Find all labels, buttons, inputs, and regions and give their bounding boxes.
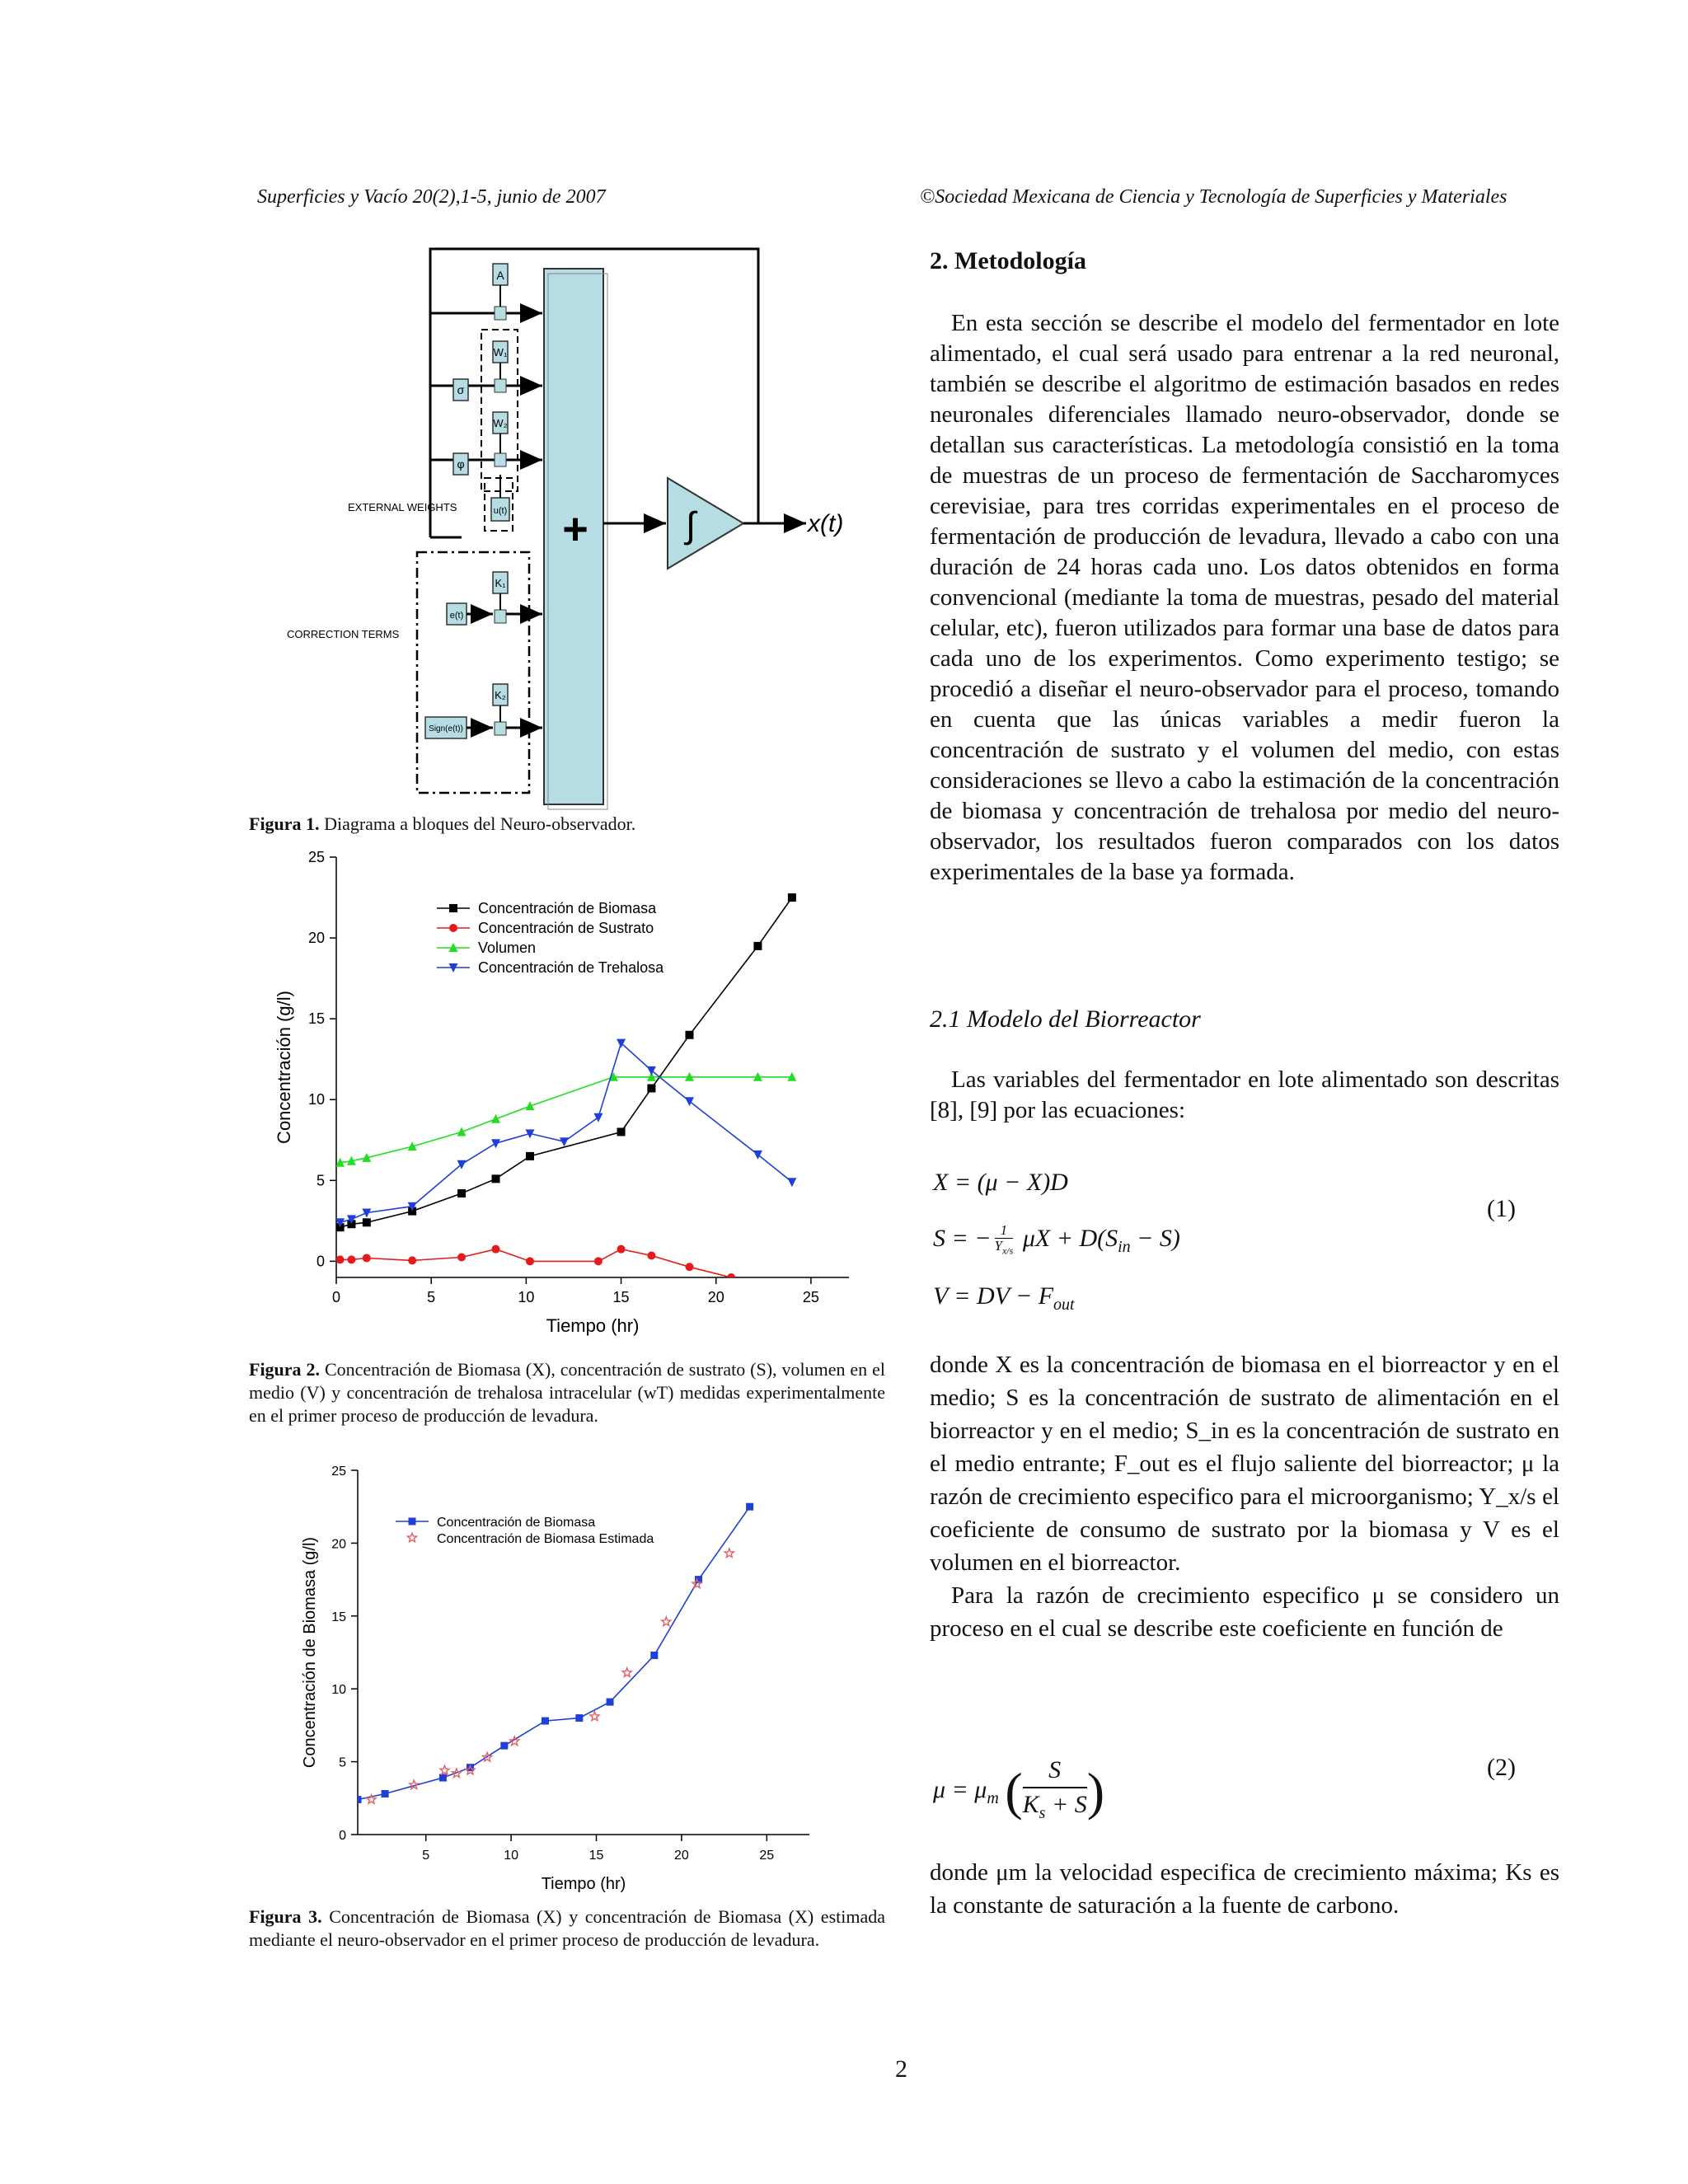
k2-label: K₂ <box>495 689 506 701</box>
data-point <box>622 1668 631 1677</box>
y-tick-label: 25 <box>307 849 325 865</box>
series-line <box>340 1043 792 1223</box>
series-3 <box>335 1072 796 1167</box>
x-tick-label: 5 <box>422 1849 430 1863</box>
data-point <box>727 1273 735 1282</box>
data-point <box>746 1503 753 1511</box>
section-title: 2. Metodología <box>930 247 1086 274</box>
data-point <box>526 1257 534 1265</box>
data-point <box>607 1699 614 1706</box>
equation-1-number: (1) <box>1487 1195 1516 1222</box>
data-point <box>685 1097 694 1106</box>
y-tick-label: 10 <box>331 1683 346 1698</box>
x-tick-label: 20 <box>674 1849 689 1863</box>
data-point <box>439 1774 447 1782</box>
legend-label: Concentración de Biomasa Estimada <box>437 1532 654 1546</box>
data-point <box>457 1127 467 1136</box>
y-tick-label: 5 <box>339 1755 346 1770</box>
data-point <box>457 1189 466 1197</box>
data-point <box>647 1085 655 1093</box>
legend-label: Concentración de Biomasa <box>437 1516 596 1530</box>
equation-1-line-3: V = DV − $F_{out}$ <box>933 1282 1075 1314</box>
data-point <box>408 1256 416 1264</box>
x-tick-label: 10 <box>504 1849 519 1863</box>
data-point <box>526 1152 534 1160</box>
data-point <box>724 1549 734 1558</box>
data-point <box>753 942 762 950</box>
y-axis-label: Concentración (g/l) <box>274 991 294 1144</box>
data-point <box>590 1712 599 1721</box>
data-point <box>491 1114 500 1123</box>
equation-2-number: (2) <box>1487 1754 1516 1781</box>
y-tick-label: 15 <box>331 1610 346 1624</box>
sign-label: Sign(e(t)) <box>429 724 463 733</box>
equation-1-line-2: S = − 1 $Y_{x/s}$ $\mu X + D(S_{in} - S)$ <box>933 1222 1180 1257</box>
data-point <box>457 1253 466 1261</box>
paragraph-methodology <box>930 308 1559 888</box>
data-point <box>575 1714 583 1722</box>
data-point <box>354 1796 362 1803</box>
plus-sign: + <box>562 504 588 554</box>
data-point <box>542 1718 549 1725</box>
data-point <box>647 1252 655 1260</box>
data-point <box>788 893 796 902</box>
k1-label: K₁ <box>495 577 506 589</box>
y-tick-label: 0 <box>339 1829 346 1843</box>
data-point <box>685 1263 693 1271</box>
x-tick-label: 15 <box>588 1849 604 1863</box>
series-2 <box>336 1245 736 1282</box>
data-point <box>594 1257 603 1265</box>
data-point <box>410 1780 419 1789</box>
series-line <box>340 898 792 1227</box>
data-point <box>457 1160 467 1169</box>
y-tick-label: 25 <box>331 1465 346 1479</box>
series-1 <box>336 893 796 1231</box>
data-point <box>492 1245 500 1254</box>
equation-2: $\mu = \mu_m$ ( S $K_s + S$) <box>933 1754 1104 1830</box>
paragraph-mu-m: donde μm la velocidad especifica de crecimiento máxima; Ks es la constante de saturación a la fuente de carbono. <box>930 1859 1559 1919</box>
running-header-right: ©Sociedad Mexicana de Ciencia y Tecnología de Superficies y Materiales <box>920 186 1507 208</box>
data-point <box>363 1218 371 1226</box>
data-point <box>617 1127 626 1136</box>
w1-label: W₁ <box>493 346 508 359</box>
y-tick-label: 5 <box>316 1172 325 1189</box>
legend-label: Concentración de Sustrato <box>478 920 654 936</box>
x-tick-label: 15 <box>612 1289 630 1305</box>
legend-marker <box>407 1533 416 1542</box>
legend-label: Concentración de Trehalosa <box>478 959 664 976</box>
x-tick-label: 25 <box>802 1289 819 1305</box>
x-tick-label: 5 <box>427 1289 436 1305</box>
data-point <box>491 1139 500 1148</box>
series-2 <box>367 1549 734 1803</box>
paragraph-variables: Las variables del fermentador en lote alimentado son descritas [8], [9] por las ecuaciones: <box>930 1066 1559 1123</box>
legend-marker <box>449 924 457 932</box>
output-label: x(t) <box>808 510 844 537</box>
data-point <box>593 1113 603 1122</box>
a-block-label: A <box>496 269 504 282</box>
data-point <box>362 1209 371 1218</box>
figure-3-caption: Figura 3. Concentración de Biomasa (X) y concentración de Biomasa (X) estimada mediante el neuro-observador en el primer proceso de producción de levadura. <box>249 1906 886 1950</box>
data-point <box>787 1178 796 1187</box>
data-point <box>685 1031 693 1039</box>
data-point <box>500 1742 508 1750</box>
external-weights-label: EXTERNAL WEIGHTS <box>348 501 457 513</box>
subsection-title: 2.1 Modelo del Biorreactor <box>930 1005 1201 1033</box>
data-point <box>336 1255 345 1263</box>
figure-2-caption: Figura 2. Concentración de Biomasa (X), concentración de sustrato (S), volumen en el medio (V) y concentración de trehalosa intracelular (wT) medidas experimentalmente en el primer proceso de producción de levadura. <box>249 1359 885 1426</box>
phi-label: φ <box>457 457 465 471</box>
data-point <box>647 1066 656 1076</box>
data-point <box>440 1765 449 1774</box>
x-tick-label: 10 <box>518 1289 535 1305</box>
series-4 <box>335 1039 796 1228</box>
legend-label: Volumen <box>478 940 537 956</box>
equation-1-line-1: X = (μ − X)D <box>933 1169 1068 1196</box>
y-tick-label: 10 <box>307 1091 325 1108</box>
y-axis-label: Concentración de Biomasa (g/l) <box>301 1536 319 1769</box>
data-point <box>650 1652 658 1659</box>
legend-marker <box>409 1518 416 1526</box>
series-1 <box>354 1503 754 1803</box>
correction-terms-label: CORRECTION TERMS <box>287 628 400 640</box>
data-point <box>753 1151 762 1160</box>
y-tick-label: 0 <box>316 1253 325 1270</box>
x-tick-label: 0 <box>331 1289 341 1305</box>
x-tick-label: 25 <box>759 1849 775 1863</box>
data-point <box>347 1255 355 1263</box>
legend-marker <box>449 904 457 912</box>
figure-2-chart <box>272 849 865 1352</box>
series-line <box>358 1507 750 1799</box>
data-point <box>382 1790 389 1797</box>
e-label: e(t) <box>449 611 464 621</box>
x-axis-label: Tiempo (hr) <box>541 1875 626 1893</box>
data-point <box>617 1245 626 1254</box>
series-line <box>340 1077 792 1163</box>
legend-label: Concentración de Biomasa <box>478 900 657 916</box>
series-line <box>340 1249 732 1277</box>
running-header-left: Superficies y Vacío 20(2),1-5, junio de 2007 <box>257 186 606 208</box>
data-point <box>492 1174 500 1183</box>
page-number: 2 <box>895 2055 907 2083</box>
y-tick-label: 20 <box>307 930 325 947</box>
integral-sign: ∫ <box>685 505 696 546</box>
data-point <box>560 1137 569 1146</box>
x-axis-label: Tiempo (hr) <box>546 1315 640 1336</box>
data-point <box>363 1254 371 1262</box>
neuro-observer-block-diagram <box>272 239 865 816</box>
integrator-block <box>668 478 743 569</box>
x-tick-label: 20 <box>707 1289 724 1305</box>
y-tick-label: 20 <box>331 1537 346 1552</box>
figure-1-caption: Figura 1. Diagrama a bloques del Neuro-observador. <box>249 813 636 834</box>
figure-3-chart <box>297 1460 841 1909</box>
u-label: u(t) <box>493 506 508 516</box>
w2-label: W₂ <box>493 417 508 429</box>
paragraph-definitions: donde X es la concentración de biomasa en el biorreactor y en el medio; S es la concentración de sustrato de alimentación en el biorreactor y en el medio; S_in es la concentración de sustrato en el medio entrante; F_out es el flujo saliente del biorreactor; μ la razón de crecimiento especifico para el microorganismo; Y_x/s el coeficiente de consumo de sustrato por la biomasa y V es el volumen en el biorreactor. Para la razón de crecimiento especifico μ se considero un proceso en el cual se describe este coeficiente en función de <box>930 1352 1559 1642</box>
y-tick-label: 15 <box>307 1010 325 1028</box>
p1: En esta sección se describe el modelo del fermentador en lote alimentado, el cual será usado para entrenar a la red neuronal, también se describe el algoritmo de estimación basados en redes neuronales diferenciales llamado neuro-observador, donde se detallan sus características. La metodología consistió en la toma de muestras de un proceso de fermentación de Saccharomyces cerevisiae, para tres corridas experimentales en el proceso de fermentación de producción de levadura, llevado a cabo con una duración de 24 horas cada uno. Los datos obtenidos en forma convencional (mediante la toma de muestras, pesado del material celular, etc), fueron utilizados para formar una base de datos para cada uno de los experimentos. Como experimento testigo; se procedió a diseñar el neuro-observador para el proceso, tomando en cuenta que las únicas variables a medir fueron la concentración de sustrato y el volumen del medio, con estas consideraciones se llevo a cabo la estimación de la concentración de biomasa y concentración de trehalosa por medio del neuro-observador, los resultados fueron comparados con los datos experimentales de la base ya formada. <box>930 310 1559 885</box>
sigma-label: σ <box>457 383 465 396</box>
data-point <box>662 1617 671 1626</box>
